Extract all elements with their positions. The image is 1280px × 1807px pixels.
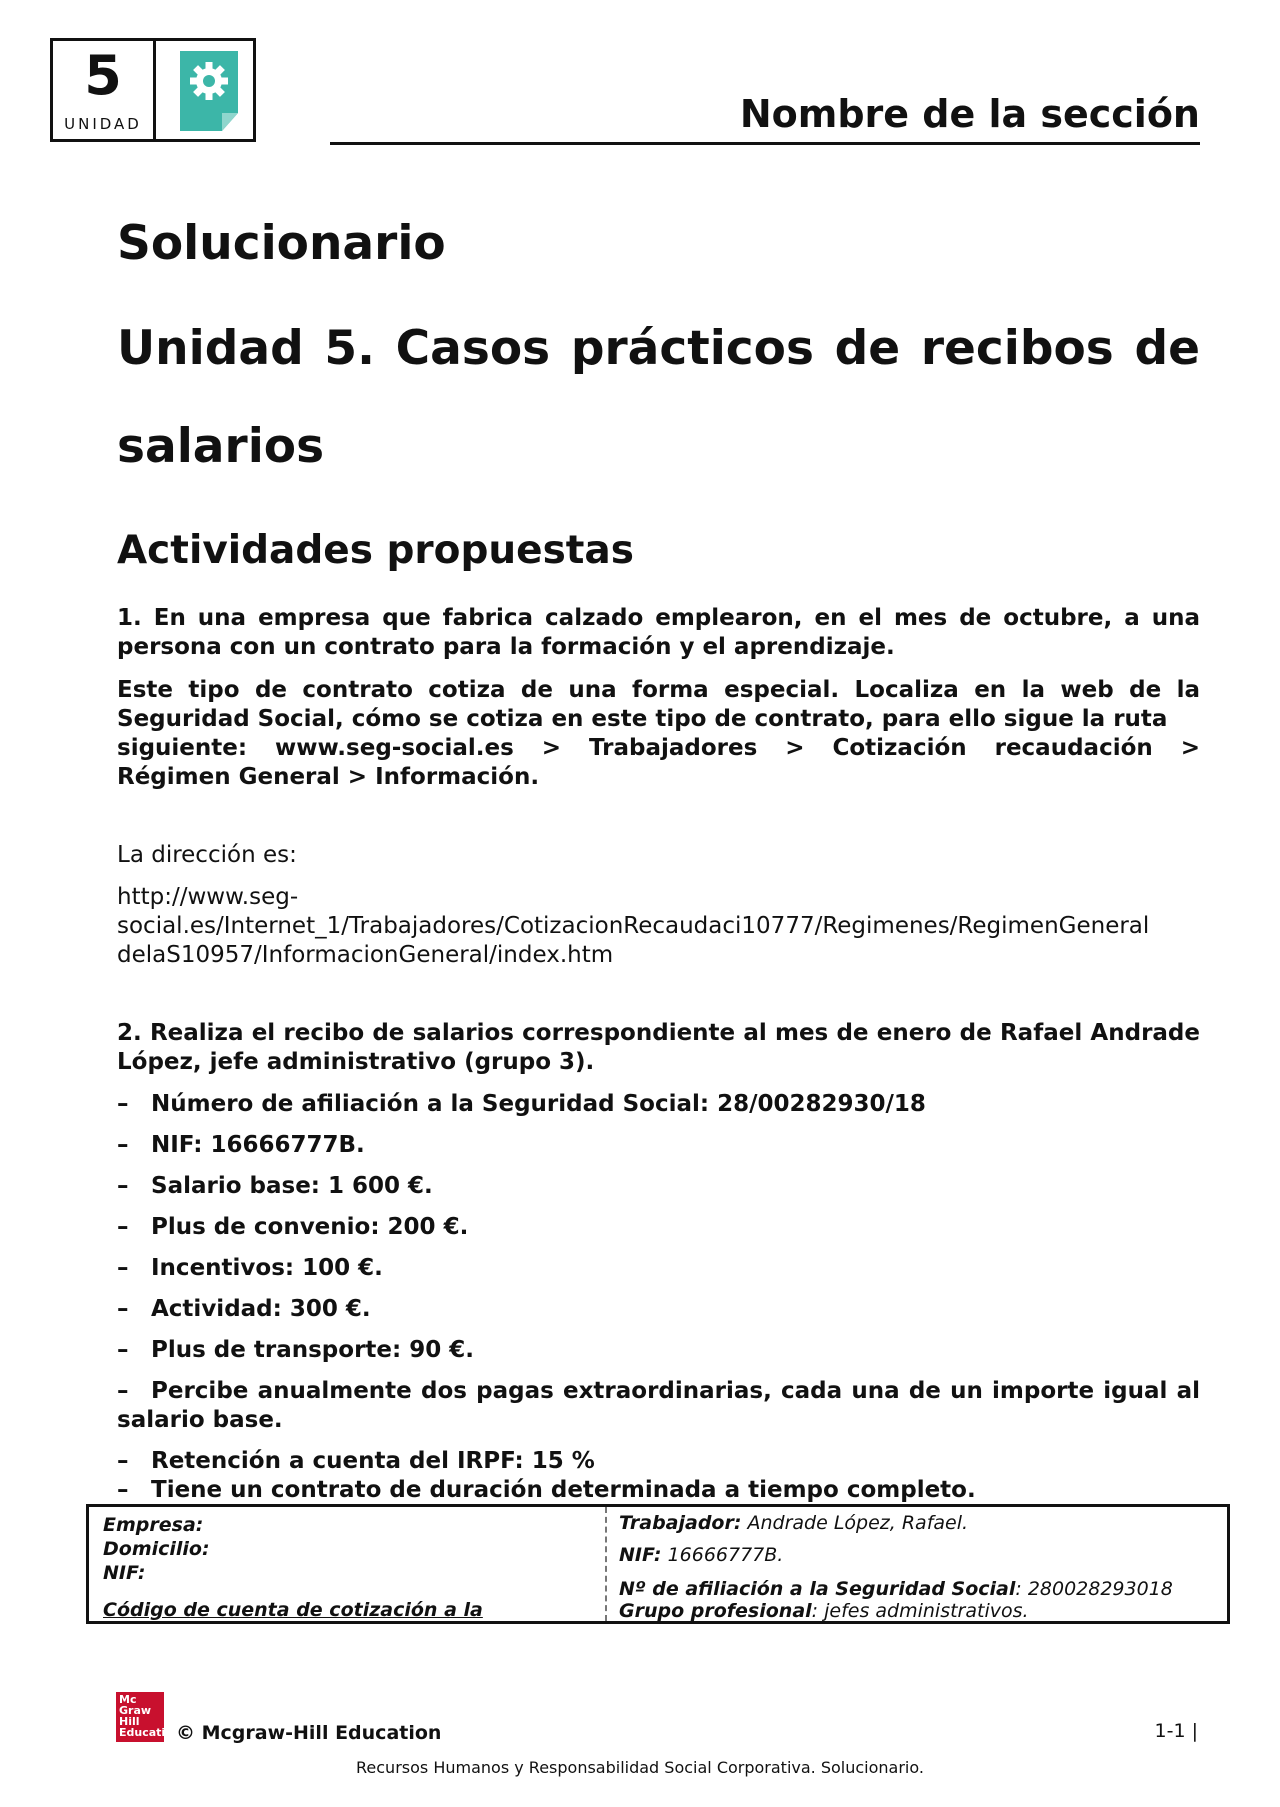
affiliation-row (619, 1577, 1227, 1601)
unit-icon-cell (156, 41, 253, 139)
list-item: – NIF: 16666777B. (117, 1132, 365, 1158)
q1-instruction (117, 676, 1200, 792)
worker-nif-row (619, 1543, 1227, 1567)
list-item: – Salario base: 1 600 €. (117, 1173, 433, 1199)
document-title: Solucionario (117, 216, 446, 271)
q1-url-line-2: social.es/Internet_1/Trabajadores/CotizacionRecaudaci10777/Regimenes/RegimenGeneral (117, 913, 1150, 939)
empresa-label: Empresa: (103, 1514, 204, 1536)
q1-instruction-b: siguiente: www.seg-social.es > Trabajadores > Cotización recaudación > (117, 735, 1200, 761)
book-title-footer: Recursos Humanos y Responsabilidad Social Corporativa. Solucionario. (356, 1758, 924, 1777)
gear-document-icon (180, 51, 238, 131)
list-item: – Actividad: 300 €. (117, 1296, 371, 1322)
activities-heading: Actividades propuestas (117, 528, 634, 573)
worker-value: Andrade López, Rafael. (747, 1512, 969, 1534)
salary-receipt-header (86, 1504, 1230, 1624)
unit-number: 5 (84, 44, 122, 107)
q1-answer-url (117, 883, 1217, 970)
q1-statement: 1. En una empresa que fabrica calzado emplearon, en el mes de octubre, a una persona con un contrato para la formación y el aprendizaje. (117, 605, 1200, 660)
group-value: : jefes administrativos. (811, 1600, 1029, 1622)
affiliation-value: : 280028293018 (1015, 1578, 1173, 1600)
domicilio-label: Domicilio: (103, 1538, 210, 1560)
q1-answer-label: La dirección es: (117, 842, 297, 868)
group-row (619, 1601, 1227, 1621)
ccc-label: Código de cuenta de cotización a la (103, 1599, 483, 1621)
list-item: – Tiene un contrato de duración determinada a tiempo completo. (117, 1477, 976, 1503)
worker-row (619, 1511, 1227, 1535)
section-title: Nombre de la sección (739, 92, 1200, 136)
unit-word: UNIDAD (64, 115, 142, 133)
list-item: – Número de afiliación a la Seguridad Social: 28/00282930/18 (117, 1091, 926, 1117)
list-item: – Retención a cuenta del IRPF: 15 % (117, 1448, 595, 1474)
worker-nif-label: NIF: (619, 1544, 662, 1566)
list-item: – Plus de transporte: 90 €. (117, 1337, 474, 1363)
unit-number-cell (53, 41, 156, 139)
q1-url-line-3: delaS10957/InformacionGeneral/index.htm (117, 942, 614, 968)
publisher-logo: Mc Graw Hill Education (116, 1692, 164, 1742)
copyright: © Mcgraw-Hill Education (176, 1722, 442, 1744)
receipt-company-block (89, 1507, 607, 1621)
q1-instruction-c: Régimen General > Información. (117, 764, 540, 790)
company-nif-label: NIF: (103, 1562, 146, 1584)
q2-data-list (117, 1090, 1200, 1505)
header-divider (330, 142, 1200, 145)
group-label: Grupo profesional (619, 1600, 812, 1622)
q2-statement: 2. Realiza el recibo de salarios correspondiente al mes de enero de Rafael Andrade López, jefe administrativo (grupo 3). (117, 1020, 1200, 1075)
page-number: 1-1 | (1154, 1720, 1198, 1742)
worker-label: Trabajador: (619, 1512, 742, 1534)
unit-badge (50, 38, 256, 142)
worker-nif-value: 16666777B. (667, 1544, 784, 1566)
q1-url-line-1: http://www.seg- (117, 884, 299, 910)
q1-instruction-a: Este tipo de contrato cotiza de una forma especial. Localiza en la web de la Seguridad Social, cómo se cotiza en este tipo de contrato, para ello sigue la ruta (117, 677, 1200, 732)
affiliation-label: Nº de afiliación a la Seguridad Social (619, 1578, 1016, 1600)
list-item: – Incentivos: 100 €. (117, 1255, 383, 1281)
list-item: – Percibe anualmente dos pagas extraordinarias, cada una de un importe igual al salario base. (117, 1378, 1200, 1433)
receipt-worker-block (607, 1507, 1227, 1621)
unit-title: Unidad 5. Casos prácticos de recibos de salarios (117, 321, 1200, 474)
list-item: – Plus de convenio: 200 €. (117, 1214, 469, 1240)
